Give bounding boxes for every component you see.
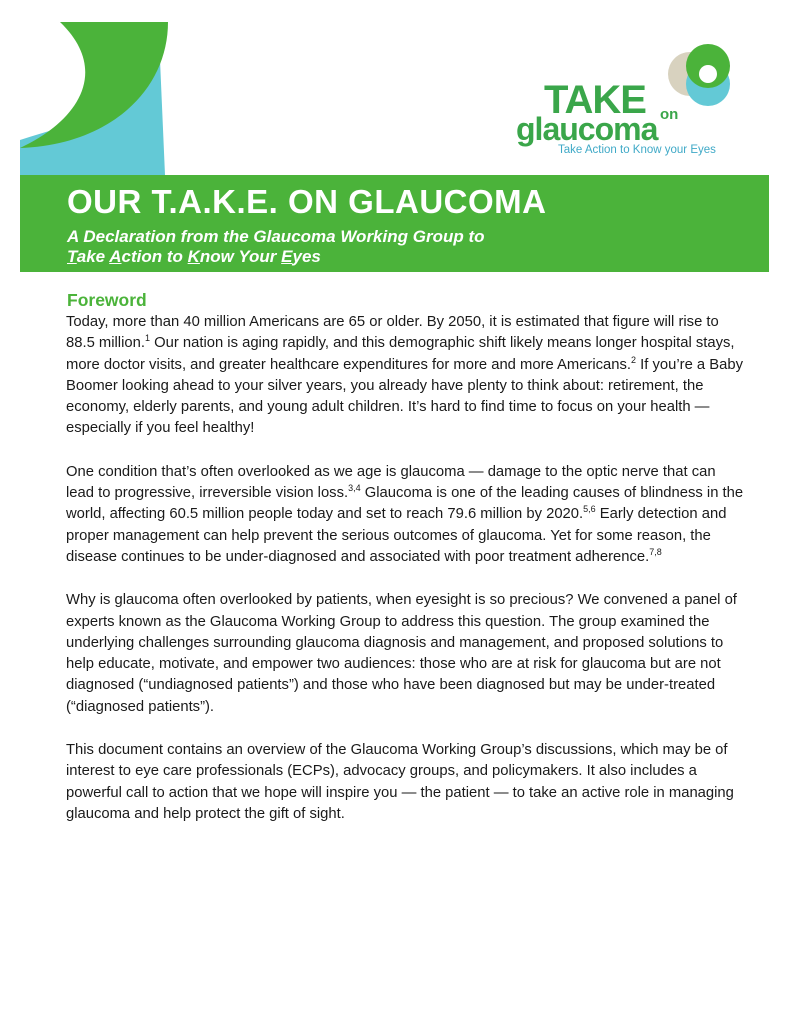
logo-take-text: TAKE xyxy=(544,78,646,122)
subtitle-line-2: Take Action to Know Your Eyes xyxy=(67,247,321,266)
subtitle-line-1: A Declaration from the Glaucoma Working Group to xyxy=(67,227,485,246)
section-heading-foreword: Foreword xyxy=(67,290,147,310)
paragraph-1: Today, more than 40 million Americans are 65 or older. By 2050, it is estimated that figure will rise to 88.5 million.$^1$ Our nation is aging rapidly, and this demographic shift likely means longer hospital stays, more doctor visits, and greater healthcare expenditures for more and more Americans.$^2$ If you’re a Baby Boomer looking ahead to your silver years, you already have plenty to think about: retirement, the economy, elderly parents, and young adult children. It’s hard to find time to focus on your health — especially if you feel healthy! xyxy=(66,314,743,437)
paragraph-3: Why is glaucoma often overlooked by patients, when eyesight is so precious? We convened a panel of experts known as the Glaucoma Working Group to address this question. The group examined the underlying challenges surrounding glaucoma diagnosis and management, and proposed solutions to help educate, motivate, and empower two audiences: those who are at risk for glaucoma but are not diagnosed (“undiagnosed patients”) and those who have been diagnosed but may be under-treated (“diagnosed patients”). xyxy=(66,592,737,715)
corner-decoration xyxy=(0,0,180,180)
header-band xyxy=(20,175,769,272)
paragraph-4: This document contains an overview of the Glaucoma Working Group’s discussions, which may be of interest to eye care professionals (ECPs), advocacy groups, and policymakers. It also includes a powerful call to action that we hope will inspire you — the patient — to take an active role in managing glaucoma and help protect the gift of sight. xyxy=(66,742,734,822)
logo-glaucoma-text: glaucoma xyxy=(516,111,658,147)
body-text xyxy=(66,312,746,847)
logo-tagline: Take Action to Know your Eyes xyxy=(558,144,716,156)
page-title: OUR T.A.K.E. ON GLAUCOMA xyxy=(67,183,547,220)
logo-on-text: on xyxy=(660,106,679,123)
take-on-glaucoma-logo xyxy=(510,40,770,170)
paragraph-2: One condition that’s often overlooked as we age is glaucoma — damage to the optic nerve that can lead to progressive, irreversible vision loss.$^{3,4}$ Glaucoma is one of the leading causes of blindness in the world, affecting 60.5 million people today and set to reach 79.6 million by 2020.$^{5,6}$ Early detection and proper management can help prevent the serious outcomes of glaucoma. Yet for some reason, the disease continues to be under-diagnosed and associated with poor treatment adherence.$^{7,8}$ xyxy=(66,463,744,565)
page-subtitle xyxy=(67,227,485,267)
